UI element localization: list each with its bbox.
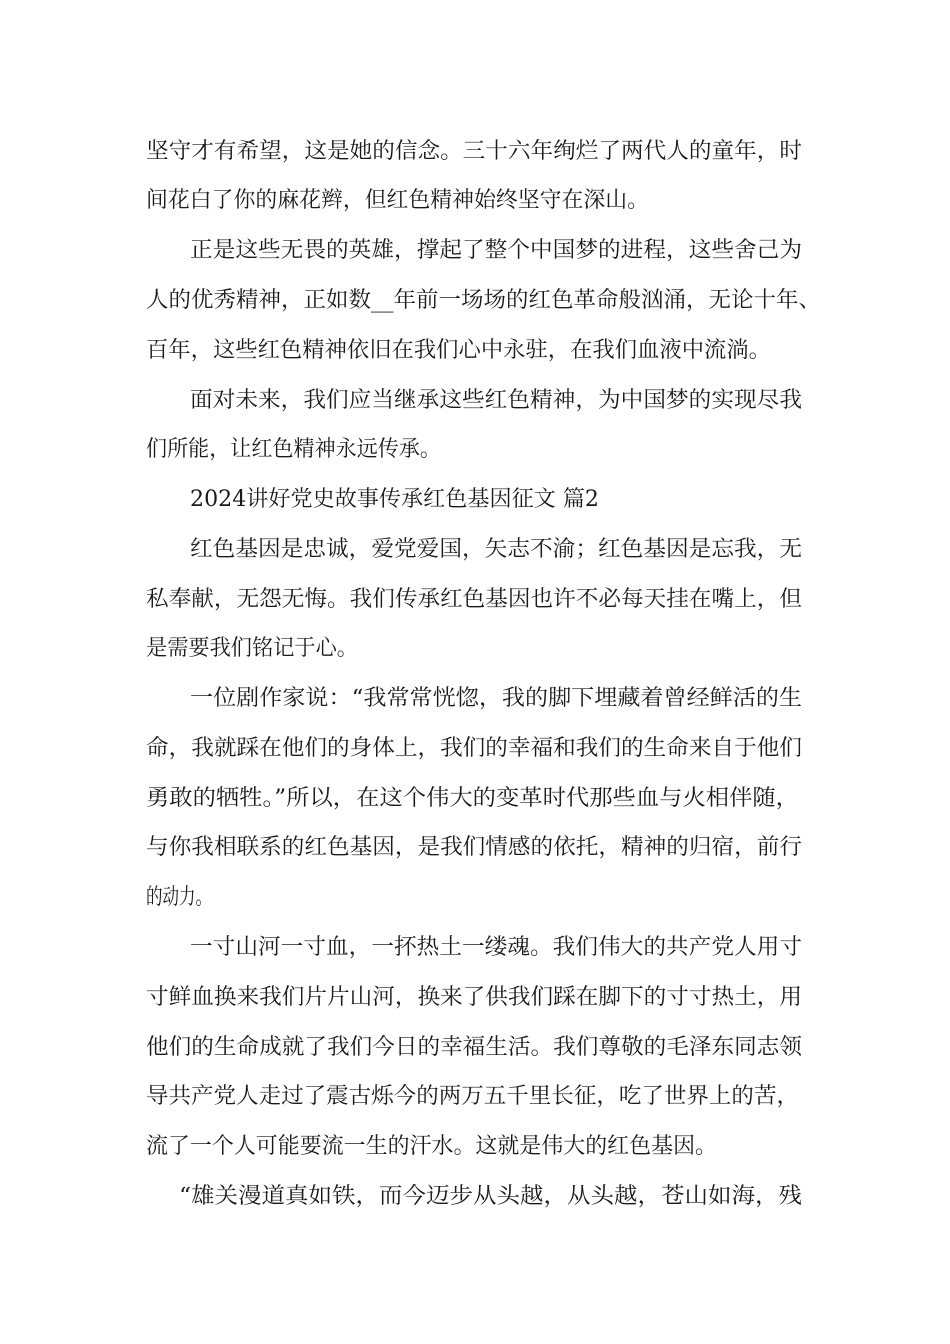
- text-line-21: [0, 1127, 950, 1167]
- text-line-7-content: 们所能，让红色精神永远传承。: [146, 437, 441, 462]
- text-line-4: [0, 281, 950, 321]
- text-line-7: [0, 430, 950, 470]
- text-line-9: [0, 530, 950, 570]
- text-line-6-content: 面对未来，我们应当继承这些红色精神，为中国梦的实现尽我: [190, 388, 802, 413]
- text-line-13-content: 命，我就踩在他们的身体上，我们的幸福和我们的生命来自于他们: [146, 736, 802, 761]
- text-line-15: [0, 828, 950, 868]
- text-line-21-content: 流了一个人可能要流一生的汗水。这就是伟大的红色基因。: [146, 1134, 717, 1159]
- text-line-19-content: 他们的生命成就了我们今日的幸福生活。我们尊敬的毛泽东同志领: [146, 1035, 802, 1060]
- text-line-16-content: 的动力。: [146, 885, 212, 910]
- text-line-2-content: 间花白了你的麻花辫，但红色精神始终坚守在深山。: [146, 188, 649, 213]
- text-line-20-content: 导共产党人走过了震古烁今的两万五千里长征，吃了世界上的苦，: [146, 1084, 799, 1109]
- section-heading: [0, 480, 950, 520]
- section-heading-content: 2024讲好党史故事传承红色基因征文 篇2: [190, 487, 599, 512]
- text-line-16: [0, 878, 950, 918]
- text-line-14: [0, 779, 950, 819]
- text-line-9-content: 红色基因是忠诚，爱党爱国，矢志不渝；红色基因是忘我，无: [190, 537, 802, 562]
- text-line-1-content: 坚守才有希望，这是她的信念。三十六年绚烂了两代人的童年，时: [146, 139, 802, 164]
- text-line-18-content: 寸鲜血换来我们片片山河，换来了供我们踩在脚下的寸寸热土，用: [146, 985, 802, 1010]
- text-line-4-content: 人的优秀精神，正如数__年前一场场的红色革命般汹涌，无论十年、: [146, 288, 821, 313]
- text-line-22-content: “雄关漫道真如铁，而今迈步从头越，从头越，苍山如海，残: [179, 1184, 802, 1209]
- text-line-2: [0, 181, 950, 221]
- text-line-11-content: 是需要我们铭记于心。: [146, 636, 358, 661]
- text-line-17: [0, 928, 950, 968]
- text-line-3: [0, 231, 950, 271]
- text-line-3-content: 正是这些无畏的英雄，撑起了整个中国梦的进程，这些舍己为: [190, 238, 802, 263]
- text-line-22: [0, 1177, 950, 1217]
- text-line-10: [0, 580, 950, 620]
- text-line-12-content: 一位剧作家说：“我常常恍惚，我的脚下埋藏着曾经鲜活的生: [190, 686, 802, 711]
- text-line-11: [0, 629, 950, 669]
- text-line-5: [0, 331, 950, 371]
- text-line-15-content: 与你我相联系的红色基因，是我们情感的依托，精神的归宿，前行: [146, 835, 802, 860]
- text-line-6: [0, 381, 950, 421]
- text-line-17-content: 一寸山河一寸血，一抔热土一缕魂。我们伟大的共产党人用寸: [190, 935, 802, 960]
- text-line-14-content: 勇敢的牺牲。”所以，在这个伟大的变革时代那些血与火相伴随，: [146, 786, 799, 811]
- text-line-13: [0, 729, 950, 769]
- text-line-19: [0, 1028, 950, 1068]
- text-line-20: [0, 1077, 950, 1117]
- text-line-1: [0, 132, 950, 172]
- text-line-12: [0, 679, 950, 719]
- text-line-5-content: 百年，这些红色精神依旧在我们心中永驻，在我们血液中流淌。: [146, 338, 771, 363]
- text-line-10-content: 私奉献，无怨无悔。我们传承红色基因也许不必每天挂在嘴上，但: [146, 587, 802, 612]
- text-line-18: [0, 978, 950, 1018]
